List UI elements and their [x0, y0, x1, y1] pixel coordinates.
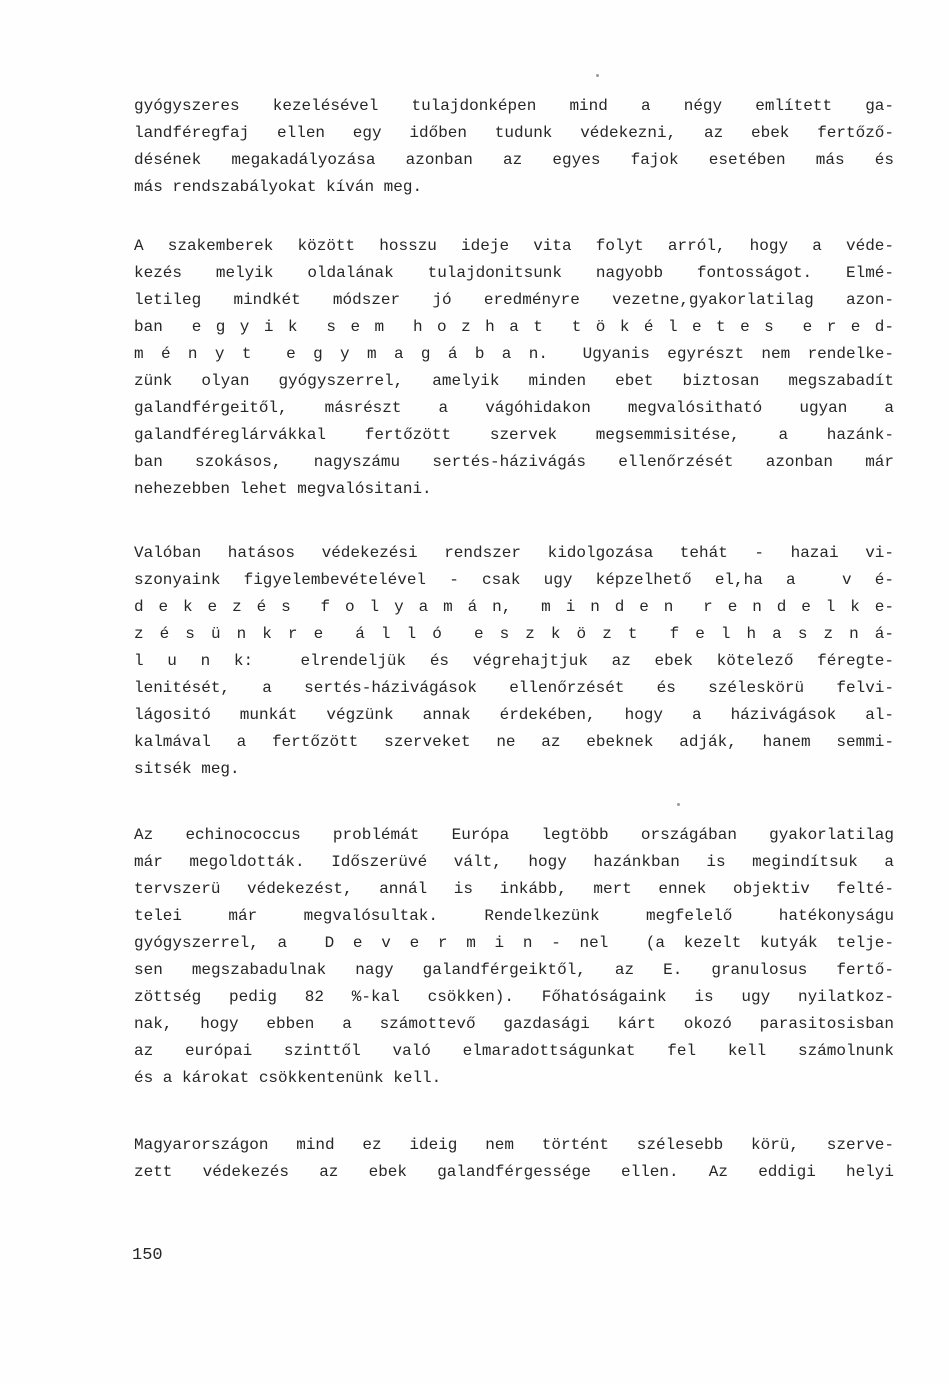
text-line: d e k e z é s f o l y a m á n, m i n d e n r e n d e l k e- — [134, 598, 894, 616]
print-speck — [596, 74, 599, 77]
text-line: gyógyszerrel, a D e v e r m i n - nel (a kezelt kutyák telje- — [134, 934, 894, 952]
paragraph-3 — [134, 540, 894, 783]
text-line: más rendszabályokat kíván meg. — [134, 178, 423, 196]
text-line: zünk olyan gyógyszerrel, amelyik minden ebet biztosan megszabadít — [134, 372, 894, 390]
text-line: m é n y t e g y m a g á b a n. Ugyanis egyrészt nem rendelke- — [134, 345, 894, 363]
text-line: galandféreglárvákkal fertőzött szervek megsemmisitése, a hazánk- — [134, 426, 894, 444]
text-line: galandférgeitől, másrészt a vágóhidakon megvalósitható ugyan a — [134, 399, 894, 417]
text-line: lágositó munkát végzünk annak érdekében, hogy a házivágások al- — [134, 706, 894, 724]
text-line: szonyaink figyelembevételével - csak ugy képzelhető el,ha a v é- — [134, 571, 894, 589]
text-line: Az echinococcus problémát Európa legtöbb országában gyakorlatilag — [134, 826, 894, 844]
text-line: nak, hogy ebben a számottevő gazdasági kárt okozó parasitosisban — [134, 1015, 894, 1033]
text-line: gyógyszeres kezelésével tulajdonképen mind a négy említett ga- — [134, 97, 894, 115]
text-line: zett védekezés az ebek galandférgessége ellen. Az eddigi helyi — [134, 1163, 894, 1181]
text-line: kalmával a fertőzött szerveket ne az ebeknek adják, hanem semmi- — [134, 733, 894, 751]
text-line: A szakemberek között hosszu ideje vita folyt arról, hogy a véde- — [134, 237, 894, 255]
text-line: Valóban hatásos védekezési rendszer kidolgozása tehát - hazai vi- — [134, 544, 894, 562]
text-line: ban e g y i k s e m h o z h a t t ö k é l e t e s e r e d- — [134, 318, 894, 336]
print-speck — [677, 803, 680, 806]
text-line: tervszerü védekezést, annál is inkább, mert ennek objektiv felté- — [134, 880, 894, 898]
text-line: már megoldották. Időszerüvé vált, hogy hazánkban is megindítsuk a — [134, 853, 894, 871]
text-line: letileg mindkét módszer jó eredményre vezetne,gyakorlatilag azon- — [134, 291, 894, 309]
text-line: Magyarországon mind ez ideig nem történt szélesebb körü, szerve- — [134, 1136, 894, 1154]
text-line: ban szokásos, nagyszámu sertés-házivágás ellenőrzését azonban már — [134, 453, 894, 471]
paragraph-4 — [134, 822, 894, 1092]
text-line: sen megszabadulnak nagy galandférgeiktől, az E. granulosus fertő- — [134, 961, 894, 979]
text-line: az európai szinttől való elmaradottságunkat fel kell számolnunk — [134, 1042, 894, 1060]
text-line: telei már megvalósultak. Rendelkezünk megfelelő hatékonyságu — [134, 907, 894, 925]
text-line: l u n k: elrendeljük és végrehajtjuk az ebek kötelező féregte- — [134, 652, 894, 670]
text-line: landféregfaj ellen egy időben tudunk védekezni, az ebek fertőző- — [134, 124, 894, 142]
paragraph-2 — [134, 233, 894, 503]
paragraph-1 — [134, 93, 894, 201]
page-number: 150 — [132, 1246, 163, 1265]
paragraph-5 — [134, 1132, 894, 1186]
text-line: sitsék meg. — [134, 760, 240, 778]
text-line: désének megakadályozása azonban az egyes fajok esetében más és — [134, 151, 894, 169]
text-line: lenitését, a sertés-házivágások ellenőrzését és széleskörü felvi- — [134, 679, 894, 697]
text-line: és a károkat csökkentenünk kell. — [134, 1069, 442, 1087]
text-line: z é s ü n k r e á l l ó e s z k ö z t f e l h a s z n á- — [134, 625, 894, 643]
text-line: zöttség pedig 82 %-kal csökken). Főhatóságaink is ugy nyilatkoz- — [134, 988, 894, 1006]
text-line: nehezebben lehet megvalósitani. — [134, 480, 432, 498]
text-line: kezés melyik oldalának tulajdonitsunk nagyobb fontosságot. Elmé- — [134, 264, 894, 282]
